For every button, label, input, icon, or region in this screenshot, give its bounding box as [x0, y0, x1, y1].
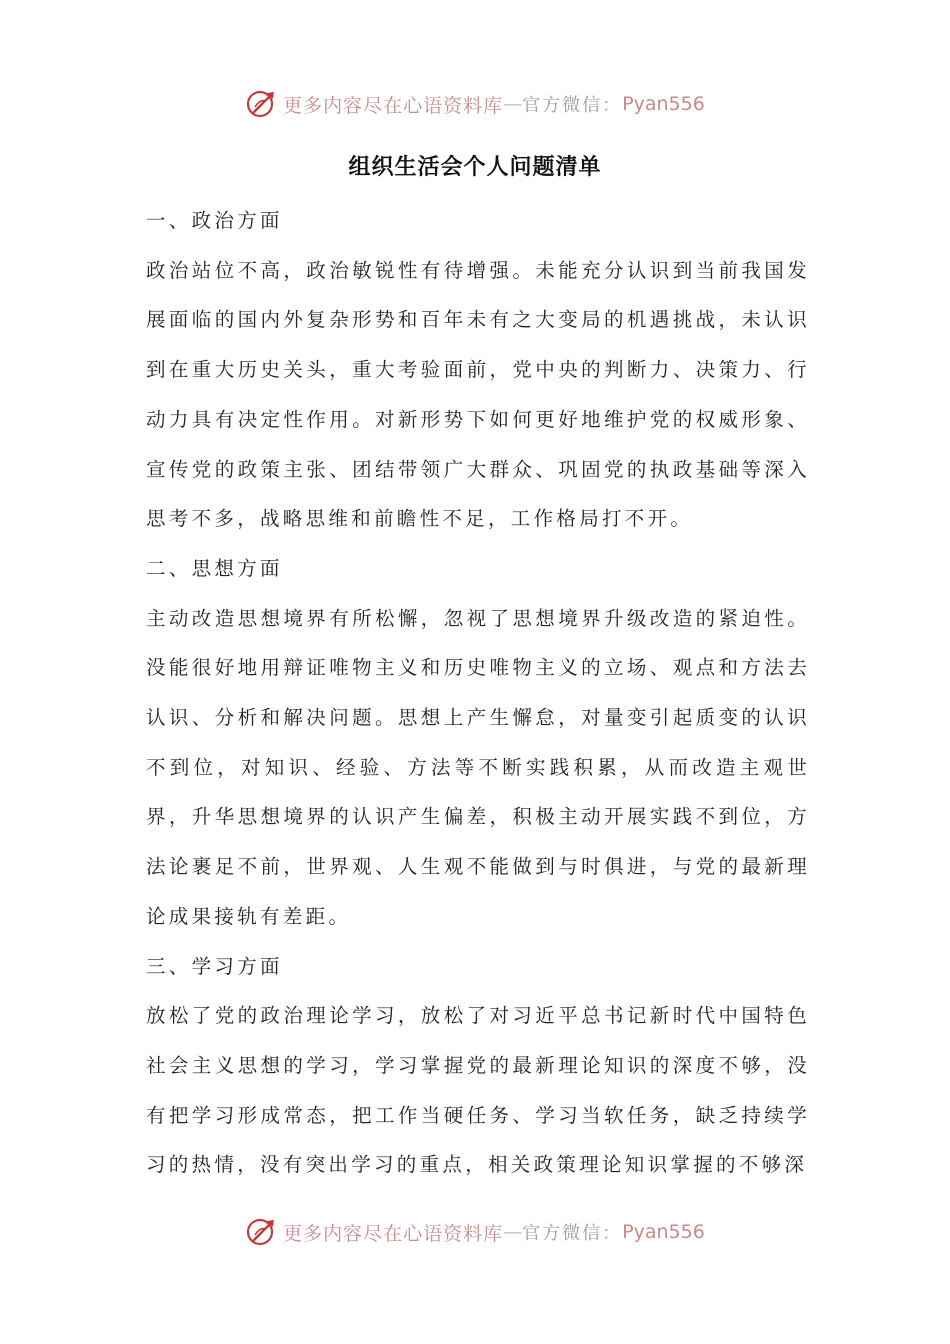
- watermark-wechat-label: 官方微信：: [522, 95, 623, 116]
- watermark-separator: —: [503, 1221, 523, 1243]
- pen-nib-circle-icon: [245, 87, 279, 121]
- section-text-politics: 政治站位不高，政治敏锐性有待增强。未能充分认识到当前我国发展面临的国内外复杂形势和百年未有之大变局的机遇挑战，未认识到在重大历史关头，重大考验面前，党中央的判断力、决策力、行动力具有决定性作用。对新形势下如何更好地维护党的权威形象、宣传党的政策主张、团结带领广大群众、巩固党的执政基础等深入思考不多，战略思维和前瞻性不足，工作格局打不开。: [146, 258, 810, 531]
- watermark-wechat-label: 官方微信：: [522, 1223, 623, 1244]
- pen-nib-circle-icon: [245, 1215, 279, 1249]
- watermark-brand-text: 更多内容尽在心语资料库: [283, 1222, 504, 1245]
- watermark-separator: —: [503, 93, 523, 115]
- section-heading-politics: 一、政治方面: [146, 209, 283, 232]
- document-title: 组织生活会个人问题清单: [348, 155, 602, 180]
- document-body: [146, 196, 810, 1190]
- section-heading-study: 三、学习方面: [146, 954, 283, 978]
- section-text-study: 放松了党的政治理论学习，放松了对习近平总书记新时代中国特色社会主义思想的学习，学习掌握党的最新理论知识的深度不够，没有把学习形成常态，把工作当硬任务、学习当软任务，缺乏持续学习的热情，没有突出学习的重点，相关政策理论知识掌握的不够深: [146, 1004, 810, 1177]
- watermark-wechat-id: Pyan556: [622, 93, 705, 115]
- watermark-brand-text: 更多内容尽在心语资料库: [283, 94, 504, 117]
- watermark-wechat-id: Pyan556: [622, 1221, 705, 1243]
- section-heading-thought: 二、思想方面: [146, 556, 283, 580]
- watermark-footer: [0, 1212, 950, 1252]
- section-text-thought: 主动改造思想境界有所松懈，忽视了思想境界升级改造的紧迫性。没能很好地用辩证唯物主义和历史唯物主义的立场、观点和方法去认识、分析和解决问题。思想上产生懈怠，对量变引起质变的认识不到位，对知识、经验、方法等不断实践积累，从而改造主观世界，升华思想境界的认识产生偏差，积极主动开展实践不到位，方法论裹足不前，世界观、人生观不能做到与时俱进，与党的最新理论成果接轨有差距。: [146, 606, 810, 928]
- watermark-header: [0, 84, 950, 124]
